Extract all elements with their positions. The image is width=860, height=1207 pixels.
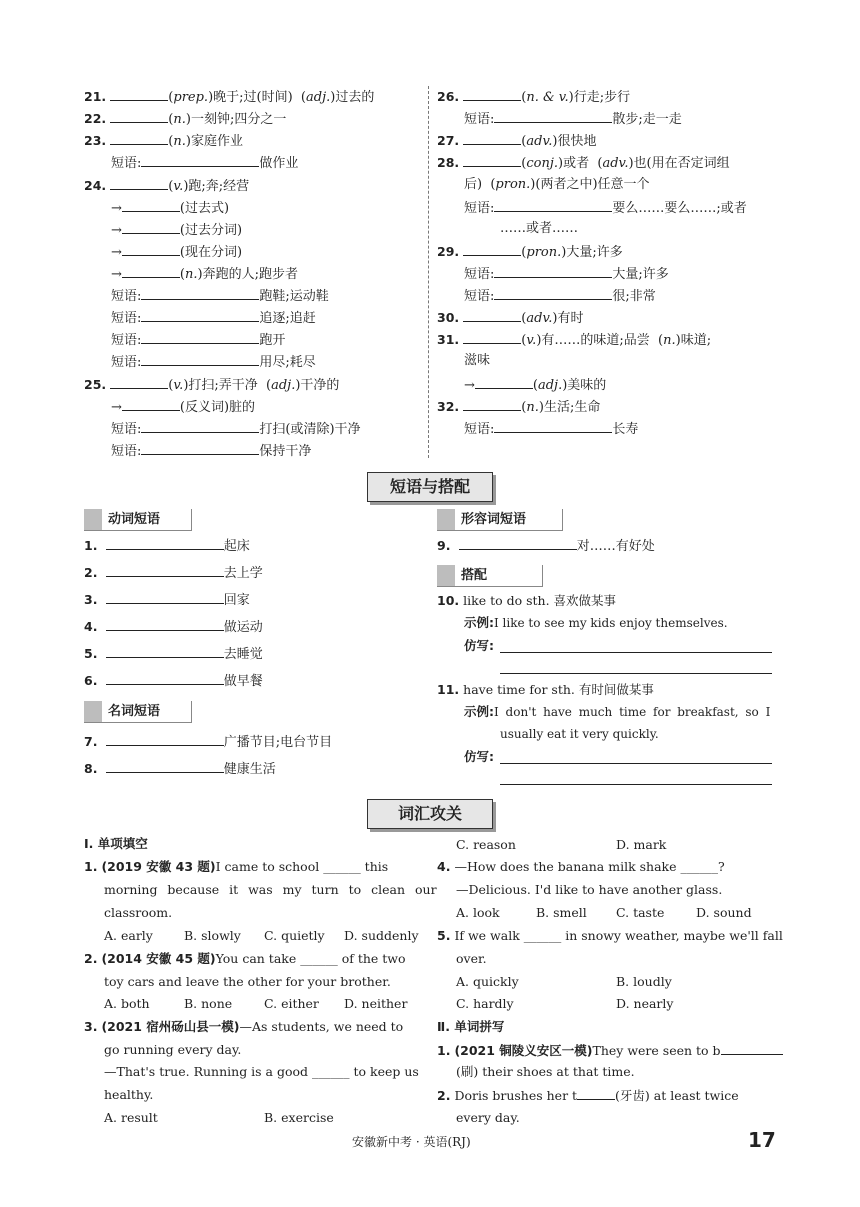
writing-line[interactable] [500, 652, 772, 653]
list-item: 2. 去上学 [84, 565, 263, 581]
phrase-line: 短语: 长寿 [464, 422, 639, 437]
option-c[interactable]: C. either [264, 996, 319, 1011]
vocab-item-31: 31. (v.)有……的味道;品尝 (n.)味道; [437, 332, 712, 348]
derivative-line: → (adj.)美味的 [464, 378, 607, 393]
option-a[interactable]: A. look [456, 905, 500, 920]
part1-title: Ⅰ. 单项填空 [84, 836, 148, 851]
option-d[interactable]: D. nearly [616, 996, 674, 1011]
list-item: 8. 健康生活 [84, 761, 276, 777]
list-item: 9. 对……有好处 [437, 538, 655, 554]
answer-blank[interactable] [110, 177, 168, 190]
derivative-line: → (反义词)脏的 [111, 400, 256, 415]
section-banner-phrases: 短语与搭配 [367, 472, 493, 502]
answer-blank[interactable] [110, 376, 168, 389]
footer-text: 安徽新中考 · 英语(RJ) [352, 1135, 471, 1149]
part2-title: Ⅱ. 单词拼写 [437, 1019, 505, 1034]
option-d[interactable]: D. suddenly [344, 928, 419, 943]
option-b[interactable]: B. loudly [616, 974, 672, 989]
phrase-line: 短语: 跑鞋;运动鞋 [111, 289, 329, 304]
collocation-heading: 搭配 [437, 565, 543, 587]
answer-blank[interactable] [110, 132, 168, 145]
vocab-item-28: 28. (conj.)或者 (adv.)也(用在否定词组 [437, 155, 730, 171]
section-banner-vocab: 词汇攻关 [367, 799, 493, 829]
phrase-line: 短语: 做作业 [111, 156, 299, 171]
vocab-item-22: 22. (n.)一刻钟;四分之一 [84, 111, 287, 127]
list-item: 5. 去睡觉 [84, 646, 263, 662]
adj-phrases-heading: 形容词短语 [437, 509, 563, 531]
list-item: 4. 做运动 [84, 619, 263, 635]
option-d[interactable]: D. neither [344, 996, 408, 1011]
option-c[interactable]: C. reason [456, 837, 516, 852]
derivative-line: → (n.)奔跑的人;跑步者 [111, 267, 298, 282]
vocab-item-24: 24. (v.)跑;奔;经营 [84, 178, 250, 194]
writing-line[interactable] [500, 673, 772, 674]
phrase-line: 短语: 跑开 [111, 333, 286, 348]
answer-blank[interactable] [110, 110, 168, 123]
vocab-item-23: 23. (n.)家庭作业 [84, 133, 243, 149]
vocab-item-25: 25. (v.)打扫;弄干净 (adj.)干净的 [84, 377, 340, 393]
vocab-item-29: 29. (pron.)大量;许多 [437, 244, 623, 260]
option-b[interactable]: B. slowly [184, 928, 241, 943]
vocab-item-31-cont: 滋味 [464, 353, 491, 368]
derivative-line: → (过去式) [111, 201, 230, 216]
derivative-line: → (现在分词) [111, 245, 243, 260]
phrase-line: 短语: 追逐;追赶 [111, 311, 316, 326]
vocab-item-27: 27. (adv.)很快地 [437, 133, 597, 149]
vocab-item-26: 26. (n. & v.)行走;步行 [437, 89, 631, 105]
noun-phrases-heading: 名词短语 [84, 701, 192, 723]
phrase-line-cont: ……或者…… [500, 221, 579, 236]
list-item: 6. 做早餐 [84, 673, 263, 689]
option-a[interactable]: A. both [104, 996, 150, 1011]
vocab-item-30: 30. (adv.)有时 [437, 310, 584, 326]
phrase-line: 短语: 要么……要么……;或者 [464, 201, 747, 216]
option-d[interactable]: D. mark [616, 837, 667, 852]
option-b[interactable]: B. exercise [264, 1110, 334, 1125]
column-divider [428, 86, 429, 458]
derivative-line: → (过去分词) [111, 223, 243, 238]
option-a[interactable]: A. quickly [456, 974, 519, 989]
option-d[interactable]: D. sound [696, 905, 752, 920]
vocab-item-28-cont: 后) (pron.)(两者之中)任意一个 [464, 177, 650, 192]
vocab-item-32: 32. (n.)生活;生命 [437, 399, 601, 415]
vocab-item-21: 21. (prep.)晚于;过(时间) (adj.)过去的 [84, 89, 375, 105]
list-item: 3. 回家 [84, 592, 250, 608]
phrase-line: 短语: 很;非常 [464, 289, 656, 304]
option-c[interactable]: C. taste [616, 905, 665, 920]
option-a[interactable]: A. early [104, 928, 153, 943]
phrase-line: 短语: 用尽;耗尽 [111, 355, 316, 370]
list-item: 1. 起床 [84, 538, 250, 554]
verb-phrases-heading: 动词短语 [84, 509, 192, 531]
writing-line[interactable] [500, 763, 772, 764]
option-b[interactable]: B. none [184, 996, 233, 1011]
list-item: 7. 广播节目;电台节目 [84, 734, 333, 750]
page-number: 17 [748, 1128, 776, 1152]
phrase-line: 短语: 打扫(或清除)干净 [111, 422, 361, 437]
option-c[interactable]: C. hardly [456, 996, 514, 1011]
option-b[interactable]: B. smell [536, 905, 587, 920]
phrase-line: 短语: 散步;走一走 [464, 112, 682, 127]
option-c[interactable]: C. quietly [264, 928, 325, 943]
writing-line[interactable] [500, 784, 772, 785]
answer-blank[interactable] [110, 88, 168, 101]
phrase-line: 短语: 保持干净 [111, 444, 312, 459]
phrase-line: 短语: 大量;许多 [464, 267, 669, 282]
option-a[interactable]: A. result [104, 1110, 158, 1125]
